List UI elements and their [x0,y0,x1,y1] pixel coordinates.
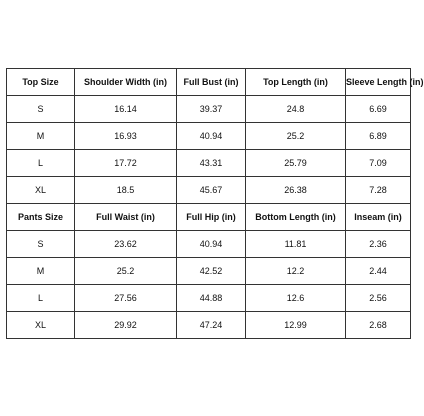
bottom-length-header: Bottom Length (in) [246,204,346,231]
table-cell: S [7,231,75,258]
full-waist-header: Full Waist (in) [75,204,177,231]
size-chart-table [6,68,424,339]
sleeve-length-header: Sleeve Length (in) [346,69,411,96]
table-cell: L [7,285,75,312]
top-length-header: Top Length (in) [246,69,346,96]
table-row [7,285,411,312]
table-cell: 7.09 [346,150,411,177]
table-cell: 6.89 [346,123,411,150]
table-cell: 16.93 [75,123,177,150]
table-cell: 47.24 [177,312,246,339]
table-cell: 7.28 [346,177,411,204]
pants-size-header: Pants Size [7,204,75,231]
table-cell: 12.2 [246,258,346,285]
table-cell: 42.52 [177,258,246,285]
table-cell: 40.94 [177,231,246,258]
table-cell: 18.5 [75,177,177,204]
table-cell: 43.31 [177,150,246,177]
table-cell: 6.69 [346,96,411,123]
table-cell: 25.2 [75,258,177,285]
table-cell: 2.68 [346,312,411,339]
table-cell: L [7,150,75,177]
table-cell: 39.37 [177,96,246,123]
table-cell: 2.36 [346,231,411,258]
full-hip-header: Full Hip (in) [177,204,246,231]
table-cell: 29.92 [75,312,177,339]
top-size-header: Top Size [7,69,75,96]
table-cell: 23.62 [75,231,177,258]
table-cell: XL [7,312,75,339]
table-row [7,231,411,258]
table-cell: 12.6 [246,285,346,312]
table-cell: 45.67 [177,177,246,204]
table-cell: 27.56 [75,285,177,312]
table-cell: 17.72 [75,150,177,177]
table-cell: M [7,123,75,150]
table-row [7,96,411,123]
full-bust-header: Full Bust (in) [177,69,246,96]
table-cell: 26.38 [246,177,346,204]
table-row [7,258,411,285]
table-cell: 12.99 [246,312,346,339]
table-cell: 2.44 [346,258,411,285]
table-cell: 25.2 [246,123,346,150]
top-size-header-row [7,69,411,96]
table-cell: M [7,258,75,285]
table-cell: 25.79 [246,150,346,177]
inseam-header: Inseam (in) [346,204,411,231]
table-row [7,177,411,204]
table-cell: XL [7,177,75,204]
table-row [7,150,411,177]
table-row [7,123,411,150]
table-cell: 40.94 [177,123,246,150]
table-cell: 44.88 [177,285,246,312]
table-cell: S [7,96,75,123]
table-cell: 24.8 [246,96,346,123]
pants-size-header-row [7,204,411,231]
table-cell: 2.56 [346,285,411,312]
table-row [7,312,411,339]
table-cell: 16.14 [75,96,177,123]
table-cell: 11.81 [246,231,346,258]
shoulder-width-header: Shoulder Width (in) [75,69,177,96]
